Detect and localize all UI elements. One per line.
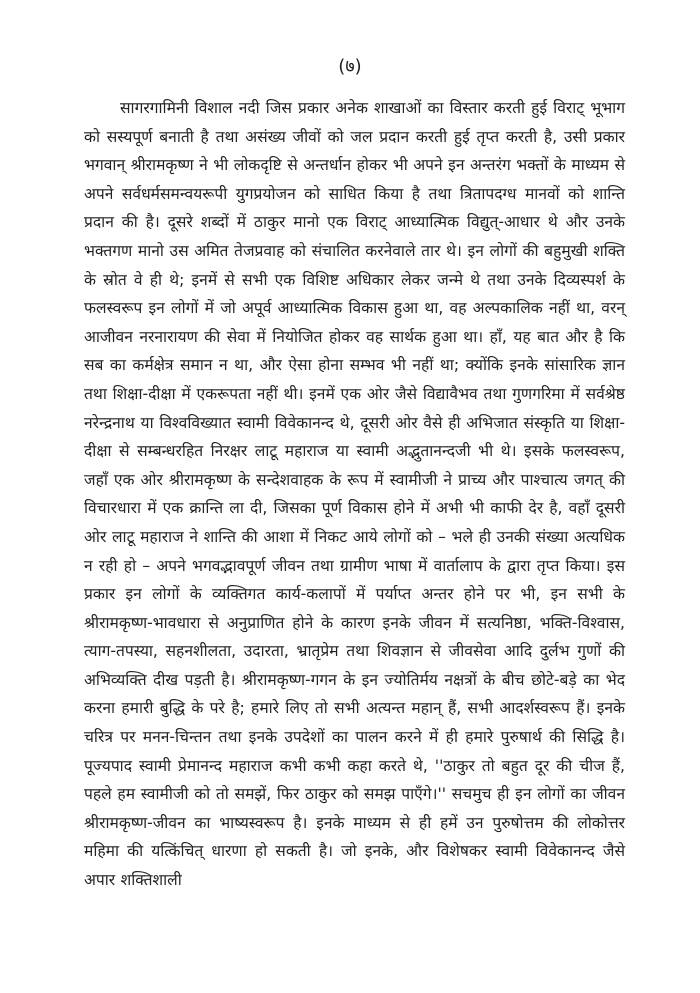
body-paragraph: सागरगामिनी विशाल नदी जिस प्रकार अनेक शाखाओं का विस्तार करती हुई विराट् भूभाग को सस्यपूर्ण बनाती है तथा असंख्य जीवों को जल प्रदान करती हुई तृप्त करती है, उसी प्रकार भगवान् श्रीरामकृष्ण ने भी लोकदृष्टि से अन्तर्धान होकर भी अपने इन अन्तरंग भक्तों के माध्यम से अपने सर्वधर्मसमन्वयरूपी युगप्रयोजन को साधित किया है तथा त्रितापदग्ध मानवों को शान्ति प्रदान की है। दूसरे शब्दों में ठाकुर मानो एक विराट् आध्यात्मिक विद्युत्-आधार थे और उनके भक्तगण मानो उस अमित तेजप्रवाह को संचालित करनेवाले तार थे। इन लोगों की बहुमुखी शक्ति के स्रोत वे ही थे; इनमें से सभी एक विशिष्ट अधिकार लेकर जन्मे थे तथा उनके दिव्यस्पर्श के फलस्वरूप इन लोगों में जो अपूर्व आध्यात्मिक विकास हुआ था, वह अल्पकालिक नहीं था, वरन् आजीवन नरनारायण की सेवा में नियोजित होकर वह सार्थक हुआ था। हाँ, यह बात और है कि सब का कर्मक्षेत्र समान न था, और ऐसा होना सम्भव भी नहीं था; क्योंकि इनके सांसारिक ज्ञान तथा शिक्षा-दीक्षा में एकरूपता नहीं थी। इनमें एक ओर जैसे विद्यावैभव तथा गुणगरिमा में सर्वश्रेष्ठ नरेन्द्रनाथ या विश्वविख्यात स्वामी विवेकानन्द थे, दूसरी ओर वैसे ही अभिजात संस्कृति या शिक्षा-दीक्षा से सम्बन्धरहित निरक्षर लाटू महाराज या स्वामी अद्भुतानन्दजी भी थे। इसके फलस्वरूप, जहाँ एक ओर श्रीरामकृष्ण के सन्देशवाहक के रूप में स्वामीजी ने प्राच्य और पाश्चात्य जगत् की विचारधारा में एक क्रान्ति ला दी, जिसका पूर्ण विकास होने में अभी भी काफी देर है, वहाँ दूसरी ओर लाटू महाराज ने शान्ति की आशा में निकट आये लोगों को – भले ही उनकी संख्या अत्यधिक न रही हो – अपने भगवद्भावपूर्ण जीवन तथा ग्रामीण भाषा में वार्तालाप के द्वारा तृप्त किया। इस प्रकार इन लोगों के व्यक्तिगत कार्य-कलापों में पर्याप्त अन्तर होने पर भी, इन सभी के श्रीरामकृष्ण-भावधारा से अनुप्राणित होने के कारण इनके जीवन में सत्यनिष्ठा, भक्ति-विश्वास, त्याग-तपस्या, सहनशीलता, उदारता, भ्रातृप्रेम तथा शिवज्ञान से जीवसेवा आदि दुर्लभ गुणों की अभिव्यक्ति दीख पड़ती है। श्रीरामकृष्ण-गगन के इन ज्योतिर्मय नक्षत्रों के बीच छोटे-बड़े का भेद करना हमारी बुद्धि के परे है; हमारे लिए तो सभी अत्यन्त महान् हैं, सभी आदर्शस्वरूप हैं। इनके चरित्र पर मनन-चिन्तन तथा इनके उपदेशों का पालन करने में ही हमारे पुरुषार्थ की सिद्धि है। पूज्यपाद स्वामी प्रेमानन्द महाराज कभी कभी कहा करते थे, ''ठाकुर तो बहुत दूर की चीज हैं, पहले हम स्वामीजी को तो समझें, फिर ठाकुर को समझ पाएँगे।'' सचमुच ही इन लोगों का जीवन श्रीरामकृष्ण-जीवन का भाष्यस्वरूप है। इनके माध्यम से ही हमें उन पुरुषोत्तम की लोकोत्तर महिमा की यत्किंचित् धारणा हो सकती है। जो इनके, और विशेषकर स्वामी विवेकानन्द जैसे अपार शक्तिशाली [84, 99, 625, 890]
page-number: (७) [338, 56, 362, 77]
